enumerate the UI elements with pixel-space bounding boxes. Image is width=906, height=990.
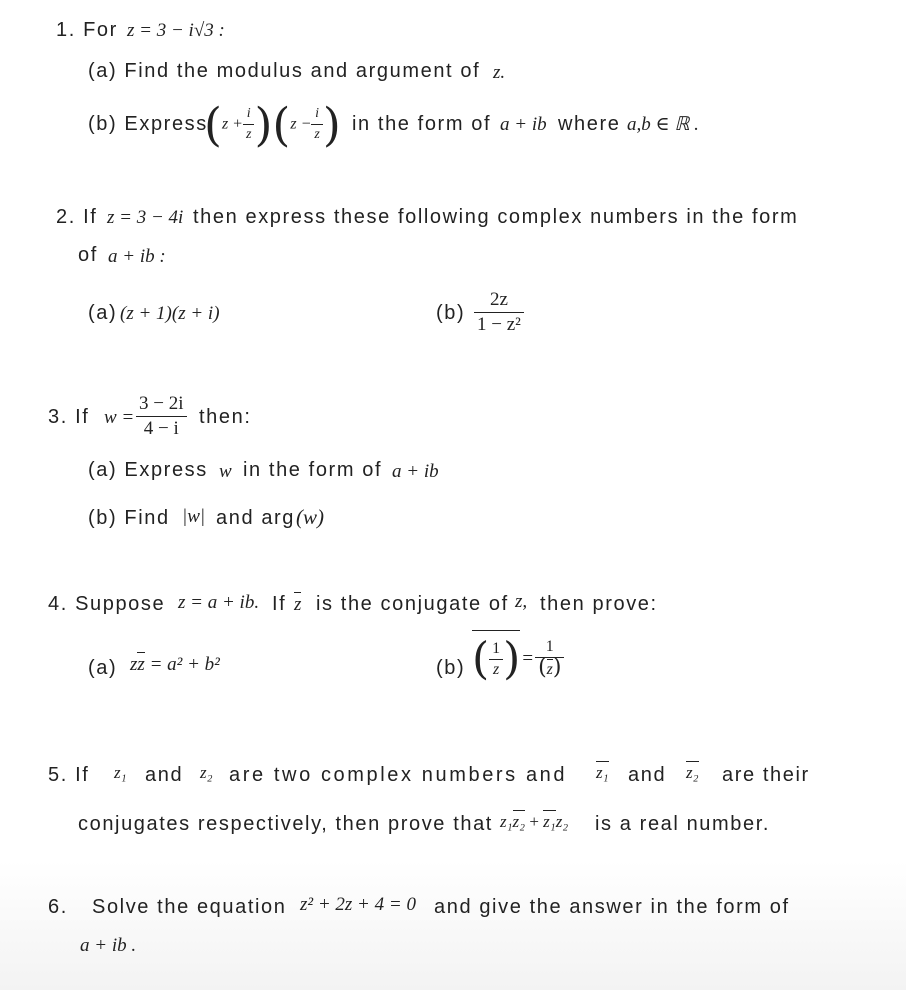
q3b-line: (b) Find [88, 507, 170, 529]
q1b-text: Express [124, 113, 208, 135]
q1b-cond: a,b ∈ ℝ . [627, 114, 699, 135]
q4-mid: is the conjugate of [316, 593, 509, 615]
q4a-math: zz = a² + b² [130, 654, 220, 675]
q6-pre: Solve the equation [92, 896, 287, 918]
q3a-var: w [219, 461, 232, 482]
q5-z1: z₁ [114, 763, 127, 782]
q5-z2: z₂ [200, 763, 213, 782]
q1b-where: where [558, 113, 621, 135]
q1a-var: z. [493, 62, 506, 83]
q3-post: then: [199, 406, 252, 428]
q5-expression: z₁z₂ + z₁z₂ [500, 812, 569, 831]
q3b-abs: |w| [182, 506, 206, 527]
q1-number: 1. For [56, 19, 118, 41]
q5-line2-post: is a real number. [595, 813, 771, 835]
q1b-form: a + ib [500, 114, 547, 135]
q1-stem: For [83, 19, 118, 41]
q2a-label: (a) [88, 302, 118, 324]
q3-fraction: $\frac{3 - 2i}{4 - i}$ [136, 392, 187, 441]
q4-math: z = a + ib. [178, 592, 260, 613]
q4-number: 4. Suppose [48, 593, 166, 615]
q4b-expression: ( $\frac{1}{z}$ ) = $\frac{1}{(z)}$ [472, 628, 564, 689]
q5-post: are their [722, 764, 810, 786]
q5-mid: are two complex numbers and [229, 764, 568, 786]
q3b-arg: (w) [296, 505, 324, 529]
q4-post: then prove: [540, 593, 658, 615]
q1-stem-math: z = 3 − i√3 : [127, 20, 225, 41]
q2-line2-math: a + ib : [108, 246, 166, 267]
q6-number: 6. [48, 896, 68, 918]
q1b-line: (b) Express [88, 113, 208, 135]
q5-z2bar: z₂ [686, 763, 699, 782]
q3b-and: and arg [216, 507, 296, 529]
q5-and2: and [628, 764, 667, 786]
q3a-line: (a) Express [88, 459, 208, 481]
q2a-math: (z + 1)(z + i) [120, 303, 220, 324]
q3a-tail: in the form of [243, 459, 383, 481]
q6-equation: z² + 2z + 4 = 0 [300, 894, 416, 915]
q1b-expression: (z + $\frac{i}{z}$ )(z − $\frac{i}{z}$ ) [204, 97, 341, 152]
q3a-form: a + ib [392, 461, 439, 482]
q4-if: If [272, 593, 287, 615]
q2-line2-pre: of [78, 244, 98, 266]
q5-and1: and [145, 764, 184, 786]
q5-number: 5. If [48, 764, 90, 786]
q4a-label: (a) [88, 657, 118, 679]
q2-number: 2. If [56, 206, 98, 228]
q6-line2: a + ib . [80, 935, 137, 956]
q6-post: and give the answer in the form of [434, 896, 790, 918]
q4-zbar: z [294, 594, 302, 615]
q2-line1: then express these following complex numbers in the form [193, 206, 799, 228]
q2b-label: (b) [436, 302, 466, 324]
q4-z: z, [515, 591, 528, 612]
q3-number: 3. If [48, 406, 90, 428]
q1a-text: Find the modulus and argument of [124, 60, 481, 82]
q3-w: w = [104, 407, 135, 428]
q1a-line: (a) Find the modulus and argument of [88, 60, 481, 82]
q5-line2: conjugates respectively, then prove that [78, 813, 493, 835]
q5-z1bar: z₁ [596, 763, 609, 782]
q2-z-def: z = 3 − 4i [107, 207, 184, 228]
q4b-label: (b) [436, 657, 466, 679]
q2b-fraction: $\frac{2z}{\text{1 − z²}}$ [474, 288, 524, 337]
q1b-tail: in the form of [352, 113, 492, 135]
